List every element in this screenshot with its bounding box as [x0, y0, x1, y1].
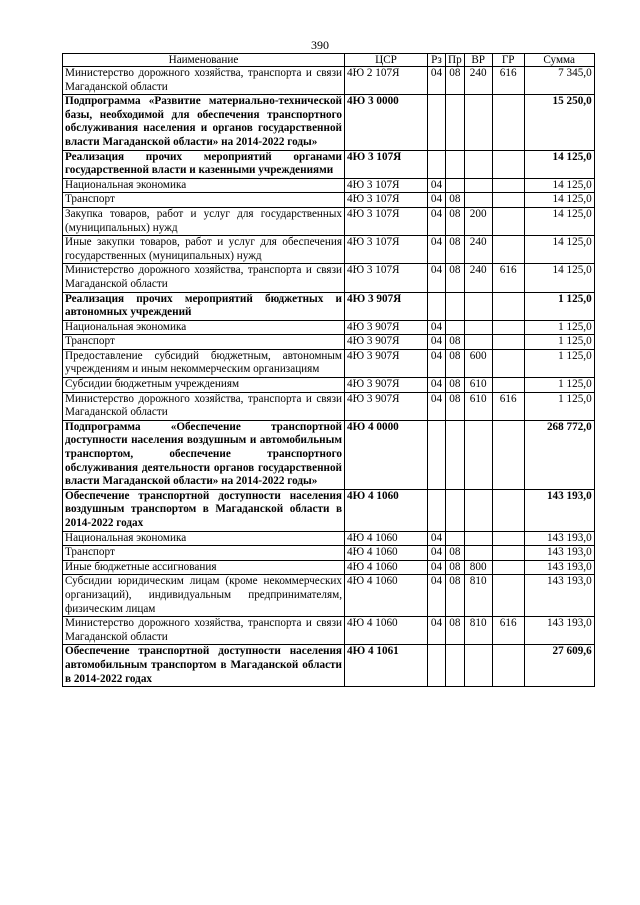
cell-name: Транспорт	[63, 335, 345, 350]
cell-csr: 4Ю 3 907Я	[345, 320, 428, 335]
table-row	[63, 67, 595, 95]
cell-gr	[492, 292, 524, 320]
cell-sum: 143 193,0	[524, 531, 594, 546]
cell-rz: 04	[428, 531, 446, 546]
cell-vr	[464, 489, 492, 531]
cell-csr: 4Ю 3 907Я	[345, 292, 428, 320]
cell-pr	[446, 420, 465, 489]
cell-csr: 4Ю 4 1060	[345, 575, 428, 617]
cell-vr: 600	[464, 349, 492, 377]
table-row	[63, 292, 595, 320]
header-rz: Рз	[428, 54, 446, 67]
cell-gr	[492, 150, 524, 178]
cell-rz: 04	[428, 349, 446, 377]
cell-name: Национальная экономика	[63, 320, 345, 335]
cell-name: Национальная экономика	[63, 531, 345, 546]
cell-gr	[492, 335, 524, 350]
cell-sum: 14 125,0	[524, 264, 594, 292]
cell-csr: 4Ю 4 1061	[345, 645, 428, 687]
table-row	[63, 546, 595, 561]
cell-vr: 610	[464, 392, 492, 420]
cell-rz: 04	[428, 207, 446, 235]
cell-gr	[492, 575, 524, 617]
cell-vr	[464, 320, 492, 335]
cell-csr: 4Ю 3 907Я	[345, 335, 428, 350]
header-csr: ЦСР	[345, 54, 428, 67]
cell-rz	[428, 420, 446, 489]
cell-gr	[492, 236, 524, 264]
cell-rz: 04	[428, 178, 446, 193]
cell-gr	[492, 320, 524, 335]
header-gr: ГР	[492, 54, 524, 67]
cell-pr: 08	[446, 392, 465, 420]
cell-pr: 08	[446, 349, 465, 377]
cell-sum: 143 193,0	[524, 575, 594, 617]
table-row	[63, 489, 595, 531]
cell-gr	[492, 378, 524, 393]
cell-csr: 4Ю 4 1060	[345, 489, 428, 531]
cell-vr: 810	[464, 617, 492, 645]
page-number: 390	[311, 38, 329, 52]
cell-gr	[492, 531, 524, 546]
cell-rz	[428, 292, 446, 320]
cell-gr: 616	[492, 67, 524, 95]
cell-pr: 08	[446, 575, 465, 617]
cell-sum: 1 125,0	[524, 378, 594, 393]
cell-csr: 4Ю 3 107Я	[345, 236, 428, 264]
cell-pr	[446, 531, 465, 546]
cell-rz: 04	[428, 560, 446, 575]
cell-csr: 4Ю 4 0000	[345, 420, 428, 489]
table-row	[63, 264, 595, 292]
header-sum: Сумма	[524, 54, 594, 67]
cell-sum: 14 125,0	[524, 150, 594, 178]
cell-gr	[492, 193, 524, 208]
cell-rz: 04	[428, 575, 446, 617]
cell-name: Реализация прочих мероприятий бюджетных и автономных учреждений	[63, 292, 345, 320]
cell-csr: 4Ю 3 907Я	[345, 349, 428, 377]
cell-gr	[492, 349, 524, 377]
cell-name: Субсидии юридическим лицам (кроме некоммерческих организаций), индивидуальным предпринимателям, физическим лицам	[63, 575, 345, 617]
table-row	[63, 236, 595, 264]
table-row	[63, 95, 595, 150]
cell-rz: 04	[428, 320, 446, 335]
cell-csr: 4Ю 3 907Я	[345, 378, 428, 393]
cell-name: Предоставление субсидий бюджетным, автономным учреждениям и иным некоммерческим организациям	[63, 349, 345, 377]
cell-pr: 08	[446, 560, 465, 575]
cell-pr: 08	[446, 193, 465, 208]
cell-csr: 4Ю 3 107Я	[345, 264, 428, 292]
cell-csr: 4Ю 3 907Я	[345, 392, 428, 420]
cell-gr	[492, 420, 524, 489]
cell-sum: 15 250,0	[524, 95, 594, 150]
table-row	[63, 575, 595, 617]
cell-csr: 4Ю 3 107Я	[345, 193, 428, 208]
cell-rz: 04	[428, 264, 446, 292]
cell-pr	[446, 320, 465, 335]
table-row	[63, 645, 595, 687]
cell-vr: 240	[464, 236, 492, 264]
cell-csr: 4Ю 3 107Я	[345, 178, 428, 193]
cell-csr: 4Ю 3 0000	[345, 95, 428, 150]
cell-csr: 4Ю 4 1060	[345, 617, 428, 645]
cell-csr: 4Ю 3 107Я	[345, 207, 428, 235]
cell-pr	[446, 489, 465, 531]
cell-vr	[464, 546, 492, 561]
cell-sum: 143 193,0	[524, 560, 594, 575]
cell-name: Транспорт	[63, 193, 345, 208]
cell-csr: 4Ю 2 107Я	[345, 67, 428, 95]
cell-sum: 14 125,0	[524, 236, 594, 264]
cell-name: Закупка товаров, работ и услуг для государственных (муниципальных) нужд	[63, 207, 345, 235]
cell-sum: 268 772,0	[524, 420, 594, 489]
table-row	[63, 178, 595, 193]
cell-gr: 616	[492, 392, 524, 420]
cell-rz: 04	[428, 617, 446, 645]
cell-sum: 1 125,0	[524, 335, 594, 350]
cell-name: Национальная экономика	[63, 178, 345, 193]
table-row	[63, 193, 595, 208]
cell-pr: 08	[446, 67, 465, 95]
cell-rz: 04	[428, 546, 446, 561]
cell-rz: 04	[428, 236, 446, 264]
cell-name: Обеспечение транспортной доступности населения автомобильным транспортом в Магаданской области в 2014-2022 годах	[63, 645, 345, 687]
table-body	[63, 67, 595, 687]
cell-gr	[492, 207, 524, 235]
cell-pr: 08	[446, 546, 465, 561]
cell-vr: 800	[464, 560, 492, 575]
table-row	[63, 320, 595, 335]
cell-pr: 08	[446, 378, 465, 393]
cell-gr	[492, 645, 524, 687]
cell-csr: 4Ю 3 107Я	[345, 150, 428, 178]
cell-name: Обеспечение транспортной доступности населения воздушным транспортом в Магаданской области в 2014-2022 годах	[63, 489, 345, 531]
budget-table	[62, 53, 595, 687]
table-row	[63, 420, 595, 489]
header-vr: ВР	[464, 54, 492, 67]
table-row	[63, 392, 595, 420]
cell-name: Подпрограмма «Развитие материально-технической базы, необходимой для обеспечения транспортного обслуживания населения и органов государственной власти Магаданской области» на 2014-2022 годы»	[63, 95, 345, 150]
cell-name: Транспорт	[63, 546, 345, 561]
cell-rz	[428, 645, 446, 687]
cell-rz: 04	[428, 67, 446, 95]
cell-vr	[464, 531, 492, 546]
cell-pr: 08	[446, 264, 465, 292]
cell-gr	[492, 489, 524, 531]
header-name: Наименование	[63, 54, 345, 67]
table-row	[63, 207, 595, 235]
cell-sum: 14 125,0	[524, 193, 594, 208]
cell-pr	[446, 95, 465, 150]
cell-pr	[446, 645, 465, 687]
table-row	[63, 378, 595, 393]
table-header-row	[63, 54, 595, 67]
cell-pr: 08	[446, 236, 465, 264]
cell-sum: 1 125,0	[524, 292, 594, 320]
cell-name: Министерство дорожного хозяйства, транспорта и связи Магаданской области	[63, 264, 345, 292]
cell-vr: 240	[464, 264, 492, 292]
cell-name: Министерство дорожного хозяйства, транспорта и связи Магаданской области	[63, 67, 345, 95]
cell-gr	[492, 546, 524, 561]
table-row	[63, 531, 595, 546]
cell-rz: 04	[428, 335, 446, 350]
cell-name: Министерство дорожного хозяйства, транспорта и связи Магаданской области	[63, 392, 345, 420]
cell-sum: 1 125,0	[524, 392, 594, 420]
cell-rz: 04	[428, 378, 446, 393]
cell-vr	[464, 420, 492, 489]
cell-sum: 143 193,0	[524, 546, 594, 561]
cell-gr	[492, 95, 524, 150]
cell-vr	[464, 178, 492, 193]
cell-pr	[446, 150, 465, 178]
cell-rz	[428, 489, 446, 531]
cell-name: Иные бюджетные ассигнования	[63, 560, 345, 575]
cell-vr	[464, 193, 492, 208]
cell-name: Реализация прочих мероприятий органами государственной власти и казенными учреждениями	[63, 150, 345, 178]
table-row	[63, 150, 595, 178]
cell-gr	[492, 178, 524, 193]
cell-csr: 4Ю 4 1060	[345, 560, 428, 575]
cell-pr: 08	[446, 335, 465, 350]
cell-pr	[446, 292, 465, 320]
cell-sum: 14 125,0	[524, 207, 594, 235]
cell-vr	[464, 645, 492, 687]
header-pr: Пр	[446, 54, 465, 67]
cell-vr	[464, 150, 492, 178]
cell-name: Иные закупки товаров, работ и услуг для обеспечения государственных (муниципальных) нужд	[63, 236, 345, 264]
cell-sum: 1 125,0	[524, 320, 594, 335]
cell-vr: 200	[464, 207, 492, 235]
cell-vr	[464, 335, 492, 350]
cell-gr: 616	[492, 617, 524, 645]
cell-sum: 143 193,0	[524, 489, 594, 531]
cell-gr	[492, 560, 524, 575]
cell-rz: 04	[428, 193, 446, 208]
cell-rz: 04	[428, 392, 446, 420]
cell-vr: 240	[464, 67, 492, 95]
cell-vr: 810	[464, 575, 492, 617]
table-row	[63, 560, 595, 575]
cell-pr: 08	[446, 617, 465, 645]
cell-name: Субсидии бюджетным учреждениям	[63, 378, 345, 393]
table-row	[63, 617, 595, 645]
cell-name: Подпрограмма «Обеспечение транспортной доступности населения воздушным и автомобильным транспортом, обеспечение транспортного обслуживания деятельности органов государственной власти Магаданской области» на 2014-2022 годы»	[63, 420, 345, 489]
cell-rz	[428, 150, 446, 178]
table-row	[63, 349, 595, 377]
cell-sum: 1 125,0	[524, 349, 594, 377]
cell-pr	[446, 178, 465, 193]
cell-sum: 7 345,0	[524, 67, 594, 95]
cell-sum: 14 125,0	[524, 178, 594, 193]
cell-vr	[464, 95, 492, 150]
cell-name: Министерство дорожного хозяйства, транспорта и связи Магаданской области	[63, 617, 345, 645]
cell-gr: 616	[492, 264, 524, 292]
cell-csr: 4Ю 4 1060	[345, 531, 428, 546]
cell-sum: 143 193,0	[524, 617, 594, 645]
cell-csr: 4Ю 4 1060	[345, 546, 428, 561]
cell-rz	[428, 95, 446, 150]
cell-vr	[464, 292, 492, 320]
cell-sum: 27 609,6	[524, 645, 594, 687]
cell-vr: 610	[464, 378, 492, 393]
table-row	[63, 335, 595, 350]
cell-pr: 08	[446, 207, 465, 235]
